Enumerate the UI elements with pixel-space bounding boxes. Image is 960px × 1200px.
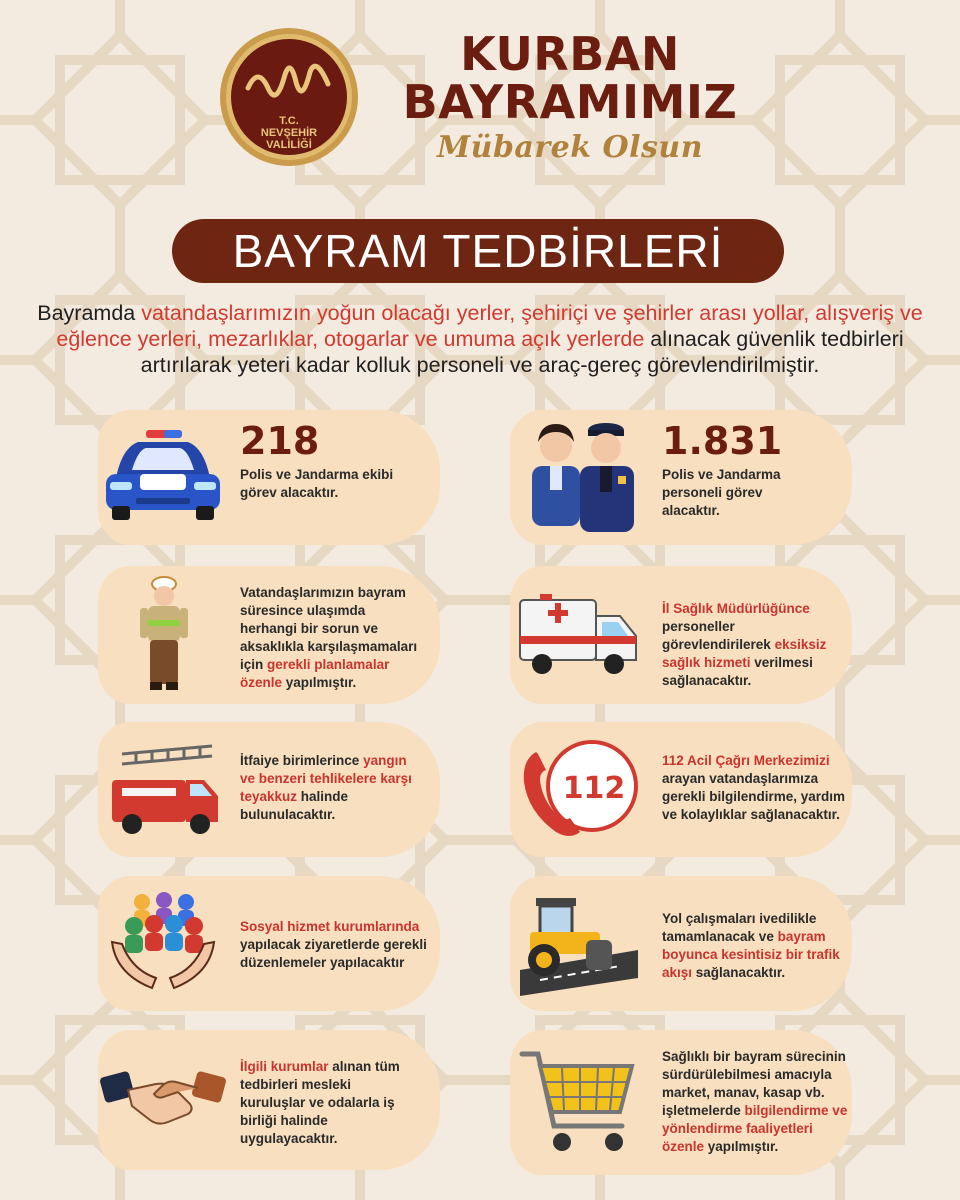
health-text-d: verilmesi sağlanacaktır. (662, 655, 813, 688)
road-roller-icon-box (510, 878, 648, 1008)
road-text-a: Yol çalışmaları ivedilikle tamamlanacak ve (662, 911, 817, 944)
health-text-b: personeller görevlendirilerek (662, 619, 775, 652)
police-officers-icon (510, 412, 648, 542)
police-car-icon (98, 412, 228, 542)
112-text-b: arayan vatandaşlarımıza gerekli bilgilendirme, yardım ve kolaylıklar sağlanacaktır. (662, 771, 846, 822)
road-text-c: sağlanacaktır. (692, 965, 786, 980)
title-line-2: BAYRAMIMIZ (402, 75, 738, 129)
card-roadworks-text (662, 910, 842, 982)
logo-city: NEVŞEHİR (260, 127, 318, 139)
fire-truck-icon-box (98, 724, 228, 854)
card-112-text (662, 752, 852, 824)
transport-text-c: yapılmıştır. (282, 675, 357, 690)
police-personnel-desc: Polis ve Jandarma personeli görev alacaktır. (662, 467, 781, 518)
title-line-1: KURBAN (460, 27, 680, 81)
intro-text-red: vatandaşlarımızın yoğun olacağı yerler, şehiriçi ve şehirler arası yollar, alışveriş ve eğlence yerleri, mezarlıklar, otogarlar ve umuma açık yerlerde (56, 301, 923, 351)
emergency-112-icon-box (510, 724, 648, 854)
intro-paragraph (20, 300, 940, 378)
card-transport-text (240, 584, 420, 692)
road-text-red: bayram boyunca kesintisiz bir trafik akışı (662, 929, 840, 980)
traffic-officer-icon (98, 570, 228, 700)
fire-text-a: İtfaiye birimlerince (240, 753, 364, 768)
markets-text-c: yapılmıştır. (704, 1139, 779, 1154)
fire-text-red: yangın ve benzeri tehlikelere karşı teyakkuz (240, 753, 412, 804)
card-institutions-text (240, 1058, 420, 1148)
ambulance-icon-box (510, 570, 648, 700)
traffic-officer-icon-box (98, 570, 228, 700)
card-police-teams-text (240, 420, 420, 502)
112-text-red: 112 Acil Çağrı Merkezimizi (662, 753, 830, 768)
social-text-b: yapılacak ziyaretlerde gerekli düzenlemeler yapılacaktır (240, 937, 427, 970)
logo-tc: T.C. (279, 115, 299, 127)
health-text-red-2: eksiksiz sağlık hizmeti (662, 637, 827, 670)
markets-text-red: bilgilendirme ve yönlendirme faaliyetleri özenle (662, 1103, 848, 1154)
social-text-red: Sosyal hizmet kurumlarında (240, 919, 420, 934)
intro-text-1: Bayramda (37, 301, 142, 325)
health-text-red-1: İl Sağlık Müdürlüğünce (662, 601, 810, 616)
fire-text-c: halinde bulunulacaktır. (240, 789, 349, 822)
header-title-block (380, 27, 760, 165)
handshake-icon (98, 1034, 228, 1164)
emergency-112-label: 112 (562, 771, 626, 806)
handshake-icon-box (98, 1034, 228, 1164)
institutions-text-red: İlgili kurumlar (240, 1059, 329, 1074)
logo-office: VALİLİĞİ (266, 139, 312, 151)
card-fire-text (240, 752, 420, 824)
transport-text-red: gerekli planlamalar özenle (240, 657, 390, 690)
people-hands-icon (98, 878, 228, 1008)
road-roller-icon (510, 878, 648, 1008)
fire-truck-icon (98, 724, 228, 854)
transport-text-a: Vatandaşlarımızın bayram süresince ulaşımda herhangi bir sorun ve aksaklıkla karşılaşmamaları için (240, 585, 418, 672)
police-personnel-number: 1.831 (662, 419, 783, 463)
social-services-icon-box (98, 878, 228, 1008)
ambulance-icon (510, 570, 648, 700)
card-health-text (662, 600, 842, 690)
institutions-text-b: alınan tüm tedbirleri mesleki kuruluşlar ve odalarla iş birliği halinde uygulayacaktır. (240, 1059, 400, 1146)
shopping-cart-icon-box (510, 1034, 648, 1170)
emergency-112-icon (510, 724, 648, 854)
card-social-text (240, 918, 430, 972)
markets-text-a: Sağlıklı bir bayram sürecinin sürdürülebilmesi amacıyla market, manav, kasap vb. işletmelerde (662, 1049, 846, 1118)
intro-text-2: alınacak güvenlik tedbirleri artırılarak yeteri kadar kolluk personeli ve araç-gereç görevlendirilmiştir. (140, 327, 904, 377)
title-subtitle: Mübarek Olsun (436, 130, 704, 165)
police-car-icon-box (98, 412, 228, 542)
bayram-tedbirleri-banner: BAYRAM TEDBİRLERİ (172, 219, 784, 283)
shopping-cart-icon (510, 1034, 648, 1170)
card-police-personnel-text (662, 420, 822, 520)
police-teams-desc: Polis ve Jandarma ekibi görev alacaktır. (240, 467, 394, 500)
nevsehir-valiligi-logo (218, 26, 360, 168)
police-teams-number: 218 (240, 419, 320, 463)
police-officers-icon-box (510, 412, 648, 542)
card-markets-text (662, 1048, 852, 1156)
